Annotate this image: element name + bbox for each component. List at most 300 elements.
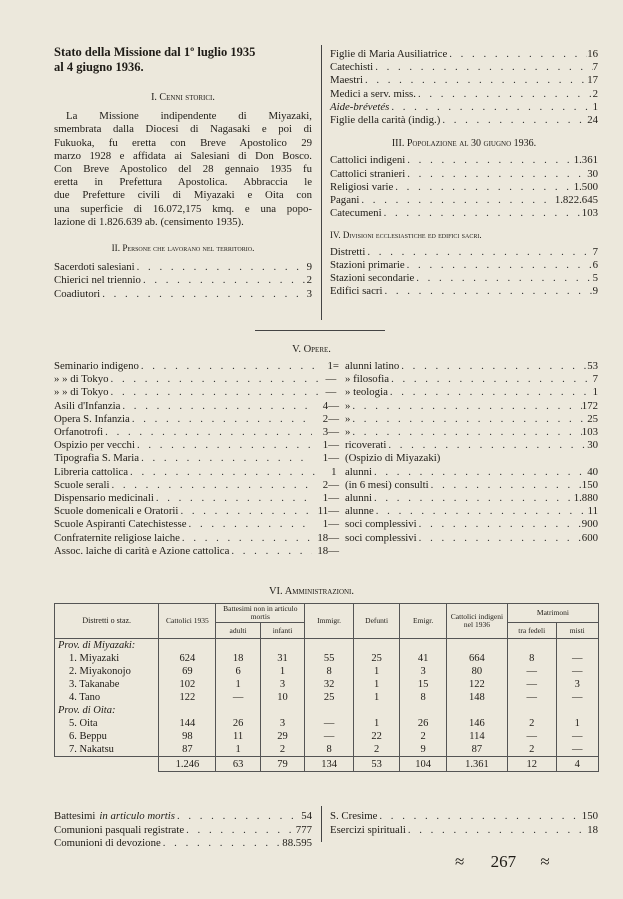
table-cell: 3 — [260, 678, 304, 691]
opera-row — [54, 360, 339, 373]
population-row — [330, 194, 598, 207]
district-name: 5. Oita — [55, 717, 159, 730]
dot-leader — [109, 386, 321, 399]
row-value: 1.361 — [573, 154, 598, 167]
divisions-list — [330, 246, 598, 299]
row-value: 1 — [592, 386, 598, 399]
table-cell — [507, 639, 556, 653]
table-cell — [507, 704, 556, 717]
table-cell: 102 — [159, 678, 216, 691]
dot-leader — [161, 837, 283, 851]
paragraph-line: una superficie di 16.072,175 kmq. e una popo- — [54, 202, 312, 215]
table-cell: — — [556, 691, 598, 704]
opera-detail-row — [345, 386, 598, 399]
opere-left-list — [54, 360, 339, 558]
row-value: 7 — [592, 245, 598, 258]
paragraph-line: eretta in Prefettura Apostolica. Abbraccia le — [54, 176, 312, 189]
footer-mark-left: ≈ — [455, 852, 465, 871]
row-label: alunne — [345, 505, 374, 518]
historical-paragraph — [54, 110, 312, 229]
table-cell: — — [507, 691, 556, 704]
row-value: 2 — [322, 478, 329, 491]
row-separator: — — [328, 544, 339, 557]
table-cell — [305, 704, 354, 717]
dot-leader — [382, 285, 592, 298]
row-label: » — [345, 412, 351, 425]
row-label: Confraternite religiose laiche — [54, 531, 180, 544]
row-label: Assoc. laiche di carità e Azione cattolica — [54, 544, 230, 557]
dot-leader — [178, 505, 312, 518]
short-rule-top — [255, 330, 385, 331]
row-value: 2 — [306, 274, 312, 287]
row-value: 25 — [587, 412, 598, 425]
row-separator: — — [328, 439, 339, 452]
person-row — [330, 48, 598, 61]
total-cell: 79 — [260, 757, 304, 772]
dot-leader — [389, 101, 592, 114]
table-cell — [353, 639, 400, 653]
table-cell: 11 — [216, 730, 260, 743]
division-row — [330, 259, 598, 272]
district-name: Prov. di Oita: — [55, 704, 159, 717]
dot-leader — [389, 373, 593, 386]
table-cell: 148 — [446, 691, 507, 704]
table-cell: 80 — [446, 665, 507, 678]
bottom-right-list — [330, 810, 598, 837]
row-separator: — — [328, 426, 339, 439]
dot-leader — [406, 824, 587, 838]
person-row — [54, 274, 312, 287]
dot-leader — [184, 824, 296, 838]
table-cell: 29 — [260, 730, 304, 743]
row-value: 9 — [592, 285, 598, 298]
row-label: Figlie della carità (indig.) — [330, 114, 441, 127]
opera-detail-row — [345, 518, 598, 531]
dot-leader — [440, 114, 587, 127]
row-value: 1 — [327, 360, 333, 372]
dot-leader — [130, 413, 312, 426]
table-cell: 8 — [305, 665, 354, 678]
row-value: 3 — [306, 287, 312, 300]
dot-leader — [388, 386, 593, 399]
opera-row — [54, 373, 339, 386]
report-title-line1: Stato della Missione dal 1º luglio 1935 — [54, 45, 256, 59]
dot-leader — [135, 439, 312, 452]
row-value: 16 — [587, 48, 598, 60]
row-label: Catechisti — [330, 61, 374, 74]
section-heading-cenni: I. Cenni storici. — [151, 92, 215, 103]
table-cell: 55 — [305, 652, 354, 665]
row-label: Seminario indigeno — [54, 360, 139, 372]
row-value: 103 — [581, 426, 598, 439]
row-value: 18 — [587, 823, 598, 836]
table-cell — [216, 704, 260, 717]
total-cell: 4 — [556, 757, 598, 772]
row-label: Distretti — [330, 245, 366, 258]
opera-row — [54, 452, 339, 465]
opera-row — [54, 426, 339, 439]
dot-leader — [120, 400, 312, 413]
dot-leader — [154, 492, 312, 505]
table-cell: 624 — [159, 652, 216, 665]
row-separator: — — [328, 518, 339, 531]
dot-leader — [109, 373, 321, 386]
opera-detail-row — [345, 532, 598, 545]
paragraph-line: lazione di 1.826.639 ab. (censimento 1935). — [54, 215, 244, 228]
row-label: Religiosi varie — [330, 180, 394, 193]
row-value: 7 — [592, 61, 598, 74]
row-label: ricoverati — [345, 439, 387, 452]
th-distretti: Distretti o staz. — [55, 604, 159, 639]
dot-leader — [417, 518, 582, 531]
dot-leader — [405, 154, 573, 167]
table-cell: 3 — [400, 665, 447, 678]
table-cell: 1 — [353, 691, 400, 704]
row-value: 4 — [322, 399, 329, 412]
table-cell: — — [507, 730, 556, 743]
row-label: » — [345, 399, 351, 412]
table-cell: — — [556, 743, 598, 757]
opera-detail-row — [345, 492, 598, 505]
total-cell: 104 — [400, 757, 447, 772]
row-value: 600 — [581, 531, 598, 544]
table-cell: 32 — [305, 678, 354, 691]
dot-leader — [372, 492, 574, 505]
row-label: » » di Tokyo — [54, 386, 109, 399]
dot-leader — [374, 505, 588, 518]
column-divider-top — [321, 45, 322, 320]
table-cell — [260, 704, 304, 717]
row-label: » teologia — [345, 386, 388, 399]
table-row — [55, 678, 599, 691]
opera-detail-row — [345, 452, 598, 465]
opera-row — [54, 518, 339, 531]
row-value: 30 — [587, 167, 598, 180]
th-infanti: infanti — [260, 623, 304, 639]
stat-row — [54, 810, 312, 824]
table-cell: 3 — [260, 717, 304, 730]
opera-detail-row — [345, 373, 598, 386]
stat-label: Comunioni pasquali registrate — [54, 823, 185, 836]
row-label: soci complessivi — [345, 531, 417, 544]
person-row — [330, 88, 598, 101]
row-label: Dispensario medicinali — [54, 492, 154, 505]
totals-row — [55, 757, 599, 772]
row-separator: — — [328, 531, 339, 544]
row-label: Stazioni secondarie — [330, 272, 415, 285]
row-value: 18 — [317, 544, 329, 557]
dot-leader — [187, 518, 313, 531]
administrations-table — [54, 603, 599, 772]
row-separator: = — [332, 360, 339, 372]
row-label: Scuole Aspiranti Catechistesse — [54, 518, 187, 531]
th-defunti: Defunti — [353, 604, 400, 639]
column-divider-bottom — [321, 806, 322, 842]
population-row — [330, 154, 598, 167]
stat-row — [330, 824, 598, 838]
row-label: Coadiutori — [54, 287, 101, 300]
row-label: Edifici sacri — [330, 285, 383, 298]
total-cell: 63 — [216, 757, 260, 772]
opera-detail-row — [345, 426, 598, 439]
opera-detail-row — [345, 505, 598, 518]
dot-leader — [363, 74, 587, 87]
district-name: 3. Takanabe — [55, 678, 159, 691]
table-cell: 6 — [216, 665, 260, 678]
row-separator: — — [328, 492, 339, 505]
table-cell: 8 — [400, 691, 447, 704]
row-value: 3 — [322, 426, 329, 439]
opera-row — [54, 545, 339, 558]
opera-row — [54, 439, 339, 452]
row-label: Pagani — [330, 194, 360, 207]
table-cell: 98 — [159, 730, 216, 743]
row-label: Orfanotrofi — [54, 426, 104, 439]
row-label: » » di Tokyo — [54, 373, 109, 386]
stat-row — [330, 810, 598, 824]
opera-row — [54, 532, 339, 545]
table-cell: 3 — [556, 678, 598, 691]
row-value: 7 — [592, 373, 598, 386]
table-cell: 31 — [260, 652, 304, 665]
stat-row — [54, 837, 312, 851]
table-cell: 2 — [507, 717, 556, 730]
table-cell — [260, 639, 304, 653]
row-label: Catecumeni — [330, 207, 382, 220]
opera-detail-row — [345, 466, 598, 479]
division-row — [330, 285, 598, 298]
district-name: 7. Nakatsu — [55, 743, 159, 757]
dot-leader — [399, 360, 587, 373]
th-adulti: adulti — [216, 623, 260, 639]
page-number: 267 — [490, 852, 517, 871]
table-cell — [305, 639, 354, 653]
table-cell: 25 — [353, 652, 400, 665]
table-cell: 1 — [216, 678, 260, 691]
row-label: (in 6 mesi) consulti — [345, 478, 429, 491]
dot-leader — [109, 479, 312, 492]
dot-leader — [414, 272, 592, 285]
opera-row — [54, 386, 339, 399]
table-cell: 1 — [216, 743, 260, 757]
row-value: 103 — [581, 207, 598, 220]
table-cell: 2 — [400, 730, 447, 743]
report-title-line2: al 4 giugno 1936. — [54, 60, 144, 74]
dot-leader — [393, 181, 573, 194]
table-cell — [556, 639, 598, 653]
stat-value: 54 — [301, 810, 312, 822]
dot-leader — [382, 207, 582, 220]
person-row — [330, 101, 598, 114]
dot-leader — [350, 426, 581, 439]
person-row — [330, 74, 598, 87]
table-cell — [159, 639, 216, 653]
persons-list-left — [54, 261, 312, 301]
row-value: 2 — [322, 412, 329, 425]
table-cell: — — [556, 665, 598, 678]
dot-leader — [128, 466, 320, 479]
table-cell: 1 — [353, 717, 400, 730]
population-list — [330, 154, 598, 220]
row-label: Medici a serv. miss. — [330, 87, 416, 100]
table-cell: 122 — [446, 678, 507, 691]
row-label: » filosofia — [345, 373, 390, 386]
totals-label-cell — [55, 757, 159, 772]
row-label: S. Cresime — [330, 810, 378, 822]
row-label: Tipografia S. Maria — [54, 452, 140, 465]
row-value: 24 — [587, 114, 598, 127]
table-cell — [216, 639, 260, 653]
dot-leader — [350, 413, 587, 426]
row-value: — — [325, 386, 337, 399]
district-name: Prov. di Miyazaki: — [55, 639, 159, 653]
opera-row — [54, 400, 339, 413]
row-separator: — — [328, 412, 339, 425]
row-value: 1 — [322, 452, 329, 465]
row-value: 1 — [322, 518, 329, 531]
table-cell: 2 — [507, 743, 556, 757]
table-row — [55, 665, 599, 678]
row-value: 30 — [587, 439, 598, 452]
table-cell: 10 — [260, 691, 304, 704]
table-cell: — — [507, 665, 556, 678]
row-label: soci complessivi — [345, 518, 417, 531]
row-label: Esercizi spirituali — [330, 823, 406, 836]
opera-detail-row — [345, 439, 598, 452]
row-separator: — — [328, 399, 339, 412]
footer-mark-right: ≈ — [540, 852, 550, 871]
row-label: Stazioni primarie — [330, 258, 405, 271]
table-cell: 25 — [305, 691, 354, 704]
opera-row — [54, 413, 339, 426]
table-row — [55, 639, 599, 653]
dot-leader — [175, 810, 301, 824]
row-label: Maestri — [330, 74, 363, 87]
table-cell: 9 — [400, 743, 447, 757]
dot-leader — [417, 532, 582, 545]
th-tra-fedeli: tra fedeli — [507, 623, 556, 639]
row-value: 150 — [581, 810, 598, 822]
th-battesimi: Battesimi non in articulo mortis — [216, 604, 305, 623]
person-row — [330, 114, 598, 127]
table-cell: 15 — [400, 678, 447, 691]
paragraph-line: smembrata dalla Diocesi di Nagasaki e poi di — [54, 123, 312, 136]
table-cell: 87 — [159, 743, 216, 757]
population-row — [330, 168, 598, 181]
row-value: 53 — [587, 360, 598, 372]
opera-row — [54, 505, 339, 518]
th-misti: misti — [556, 623, 598, 639]
table-cell: 26 — [216, 717, 260, 730]
row-value: 5 — [592, 272, 598, 285]
persons-list-right — [330, 48, 598, 127]
table-cell — [446, 704, 507, 717]
opera-row — [54, 492, 339, 505]
row-value: 40 — [587, 465, 598, 478]
row-value: 11 — [317, 505, 329, 518]
row-label: Aide-brévetés — [330, 100, 390, 113]
table-cell: 18 — [216, 652, 260, 665]
row-label: Ospizio per vecchi — [54, 439, 135, 452]
total-cell: 134 — [305, 757, 354, 772]
section-heading-popolazione: III. Popolazione al 30 giugno 1936. — [391, 138, 537, 150]
left-top-column — [54, 45, 312, 301]
row-label: » — [345, 426, 351, 439]
dot-leader — [386, 439, 587, 452]
dot-leader — [429, 479, 582, 492]
stat-value: 777 — [295, 823, 312, 836]
th-cattolici-1935: Cattolici 1935 — [159, 604, 216, 639]
row-label: Scuole domenicali e Oratorii — [54, 505, 179, 518]
row-value: 1.880 — [573, 492, 598, 505]
total-cell: 53 — [353, 757, 400, 772]
row-value: 150 — [581, 478, 598, 491]
row-label: Cattolici indigeni — [330, 154, 406, 167]
table-cell: — — [305, 730, 354, 743]
person-row — [54, 261, 312, 274]
opera-detail-row — [345, 360, 598, 373]
row-label: alunni latino — [345, 360, 400, 372]
dot-leader — [359, 194, 554, 207]
table-cell — [400, 704, 447, 717]
table-cell: 1 — [353, 678, 400, 691]
opere-right-list — [345, 360, 598, 545]
table-cell: 2 — [353, 743, 400, 757]
table-row — [55, 691, 599, 704]
dot-leader — [373, 61, 592, 74]
opera-detail-row — [345, 413, 598, 426]
th-emigr: Emigr. — [400, 604, 447, 639]
table-cell: 8 — [305, 743, 354, 757]
table-cell: — — [216, 691, 260, 704]
table-cell: 664 — [446, 652, 507, 665]
row-separator: — — [328, 452, 339, 465]
paragraph-line: marzo 1928 e affidata ai Salesiani di Don Bosco. — [54, 149, 312, 162]
row-value: 9 — [306, 261, 312, 274]
person-row — [54, 288, 312, 301]
row-value: 18 — [317, 531, 329, 544]
row-label: Chierici nel triennio — [54, 274, 141, 287]
section-heading-amministrazioni: VI. Amministrazioni. — [268, 586, 355, 597]
section-heading-persone: II. Persone che lavorano nel territorio. — [111, 243, 255, 254]
section-heading-divisioni: IV. Divisioni ecclesiastiche ed edifici sacri. — [330, 230, 482, 241]
table-cell — [400, 639, 447, 653]
dot-leader — [365, 246, 592, 259]
table-cell: 1 — [556, 717, 598, 730]
opera-detail-row — [345, 400, 598, 413]
row-value: 17 — [587, 74, 598, 87]
dot-leader — [229, 545, 312, 558]
table-row — [55, 704, 599, 717]
table-cell: — — [305, 717, 354, 730]
row-value: — — [325, 373, 337, 386]
row-label: Figlie di Maria Ausiliatrice — [330, 48, 448, 60]
dot-leader — [416, 88, 593, 101]
table-cell — [446, 639, 507, 653]
row-value: 900 — [581, 518, 598, 531]
stat-label: Comunioni di devozione — [54, 837, 161, 849]
dot-leader — [103, 426, 312, 439]
stat-label-italic: in articulo mortis — [99, 810, 175, 822]
row-value: 2 — [592, 87, 598, 100]
row-label: Libreria cattolica — [54, 465, 129, 478]
table-cell: 8 — [507, 652, 556, 665]
table-row — [55, 717, 599, 730]
table-cell — [353, 704, 400, 717]
opera-row — [54, 466, 339, 479]
th-cattolici-1936: Cattolici indigeni nel 1936 — [446, 604, 507, 639]
row-value: 1.500 — [573, 180, 598, 193]
